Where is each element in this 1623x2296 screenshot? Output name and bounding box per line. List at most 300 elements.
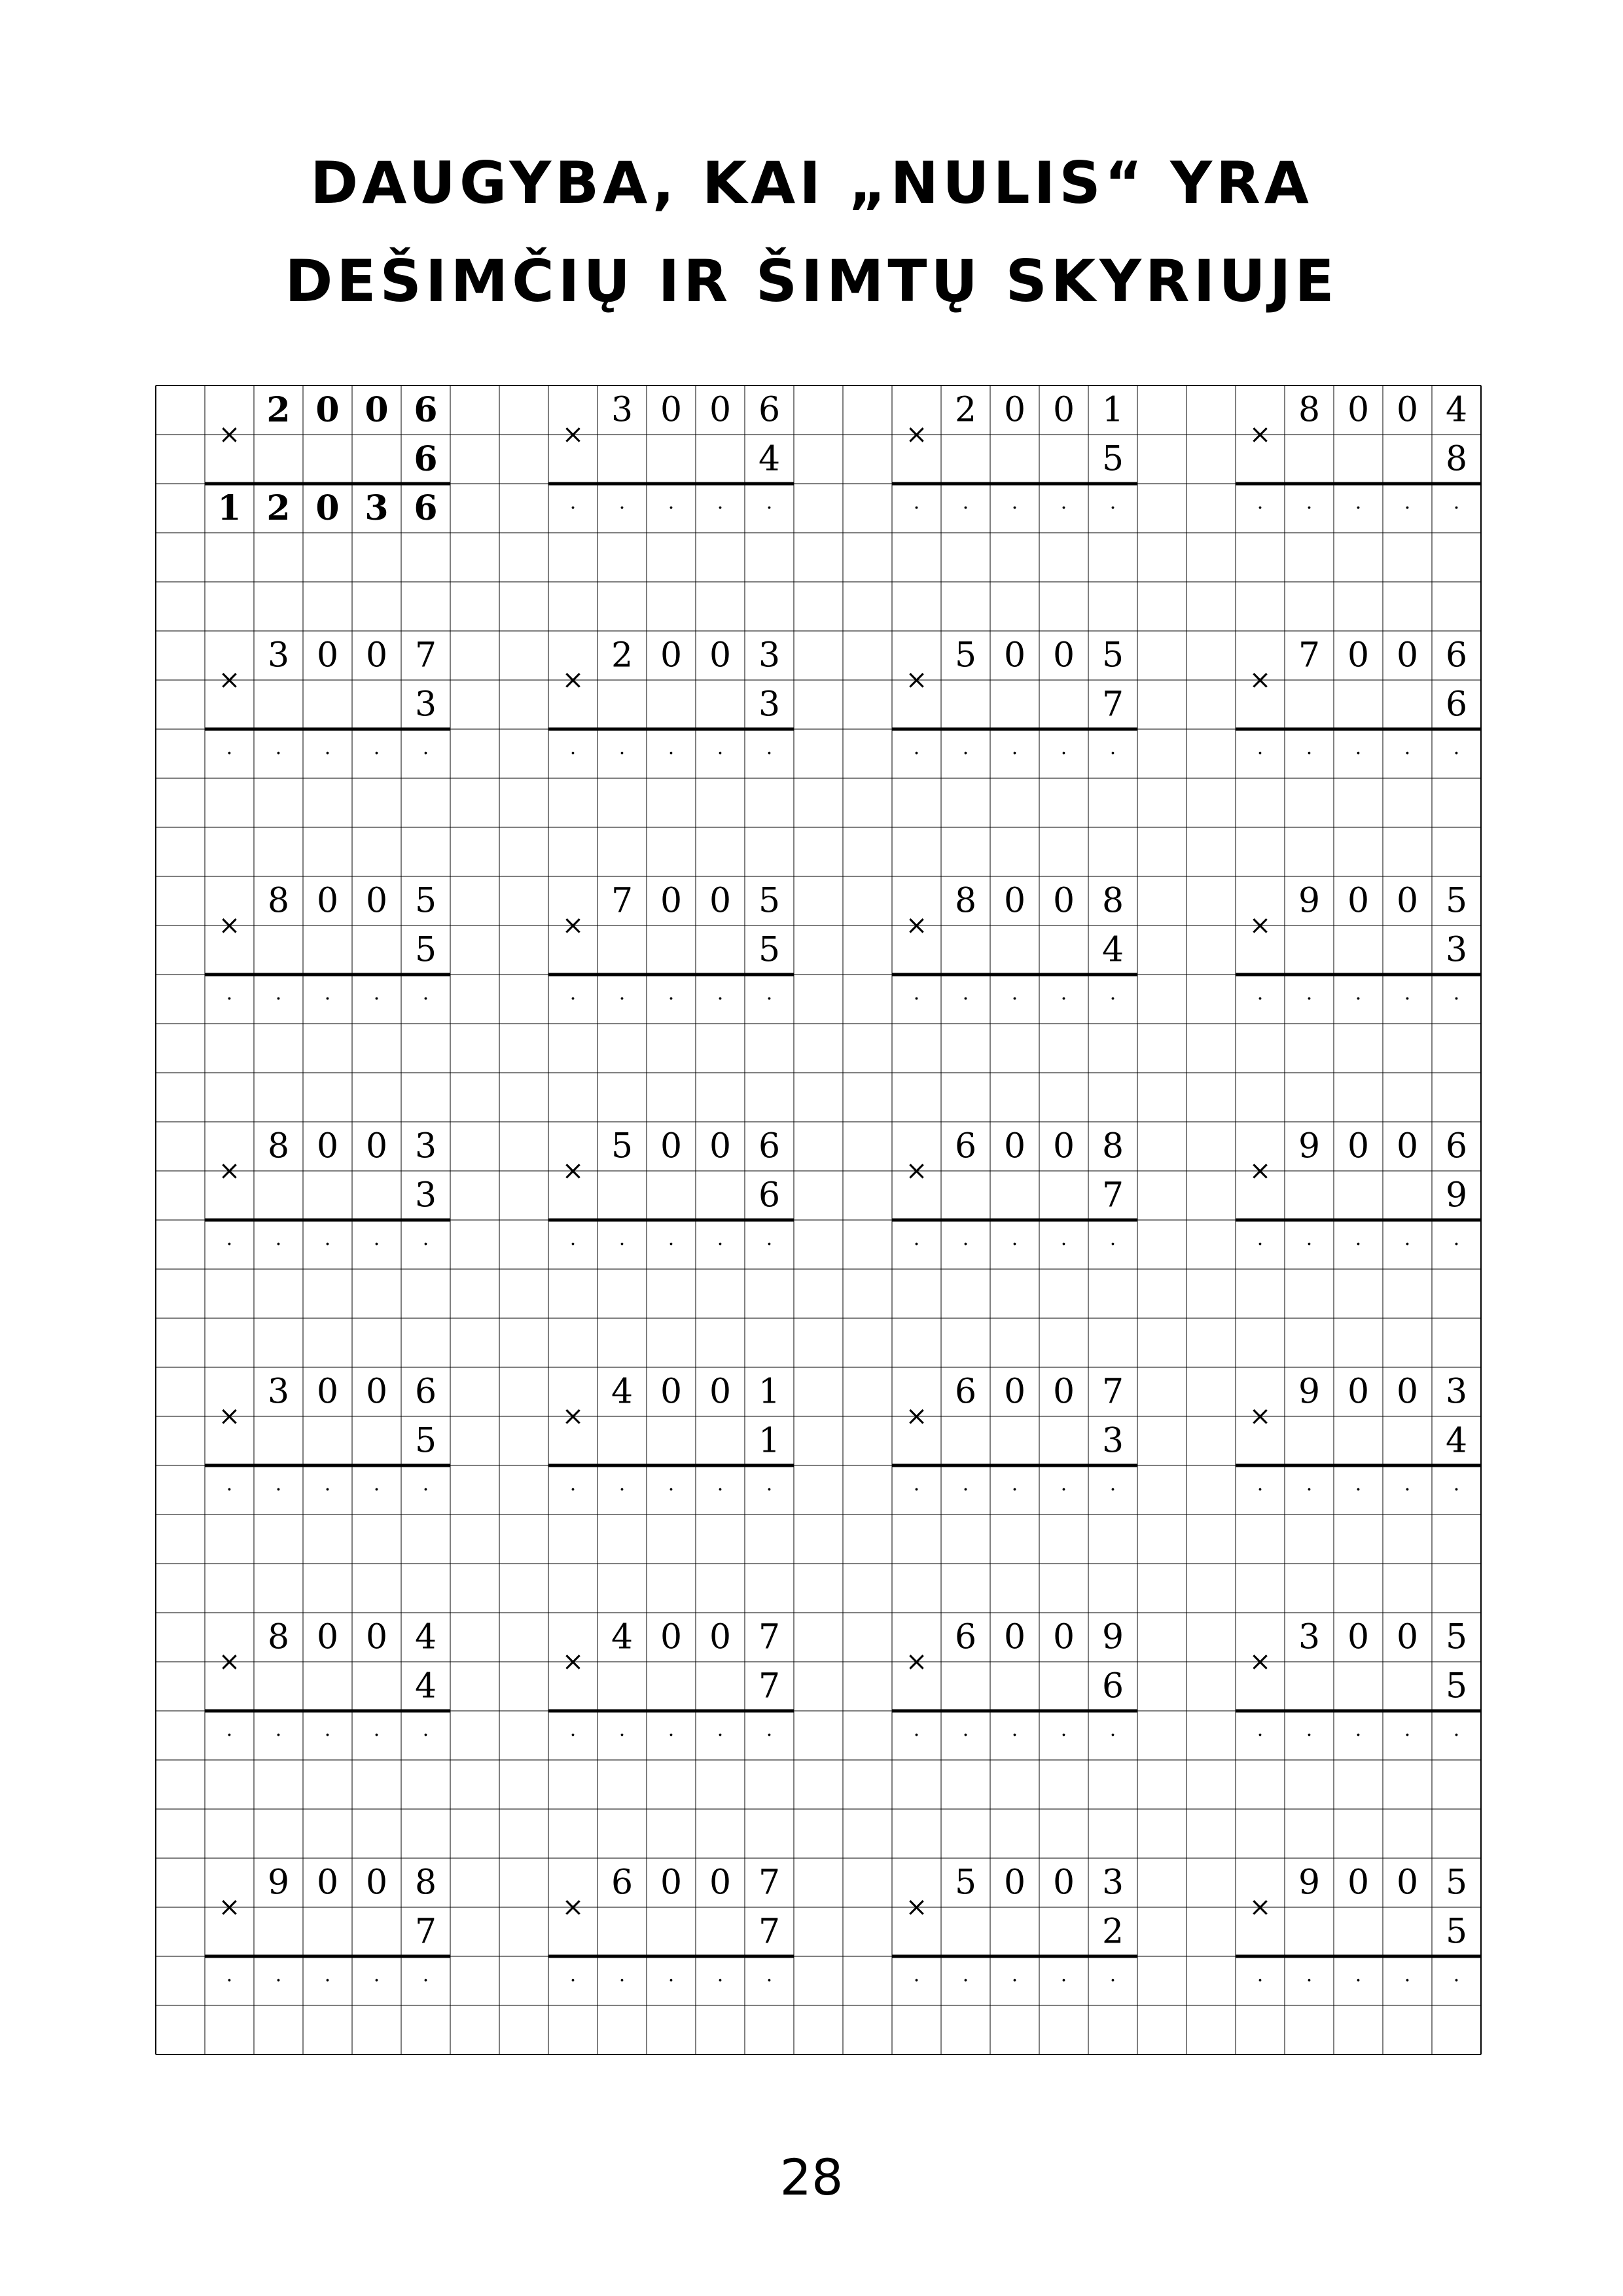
multiplier-digit: 6 (758, 1175, 781, 1215)
answer-placeholder-dot: · (1355, 1233, 1362, 1256)
multiplicand-digit: 0 (709, 1617, 732, 1657)
answer-placeholder-dot: · (324, 988, 331, 1011)
answer-placeholder-dot: · (962, 988, 969, 1011)
multiplicand-digit: 0 (365, 636, 388, 675)
multiplier-digit: 1 (758, 1421, 781, 1461)
multiplication-problem (205, 636, 450, 766)
multiplicand-digit: 4 (611, 1372, 633, 1412)
answer-digit: 3 (365, 488, 389, 528)
answer-placeholder-dot: · (1404, 1479, 1411, 1501)
answer-placeholder-dot: · (569, 988, 577, 1011)
answer-placeholder-dot: · (1257, 1724, 1264, 1747)
multiplicand-digit: 0 (1052, 881, 1075, 921)
answer-placeholder-dot: · (766, 988, 773, 1011)
answer-placeholder-dot: · (569, 1724, 577, 1747)
answer-placeholder-dot: · (1306, 988, 1313, 1011)
multiplicand-digit: 0 (1347, 390, 1370, 430)
multiplier-digit: 2 (1101, 1912, 1124, 1952)
answer-placeholder-dot: · (1011, 1724, 1018, 1747)
multiply-sign: × (1249, 1401, 1272, 1431)
multiplier-digit: 5 (758, 930, 781, 970)
multiply-sign: × (218, 665, 241, 695)
multiplicand-digit: 3 (267, 1372, 290, 1412)
multiply-sign: × (562, 1156, 584, 1186)
answer-placeholder-dot: · (226, 742, 233, 765)
answer-placeholder-dot: · (1011, 497, 1018, 520)
answer-placeholder-dot: · (422, 1479, 429, 1501)
answer-placeholder-dot: · (373, 1479, 380, 1501)
multiply-sign: × (905, 910, 928, 941)
answer-placeholder-dot: · (1011, 988, 1018, 1011)
answer-placeholder-dot: · (618, 742, 626, 765)
answer-placeholder-dot: · (913, 742, 920, 765)
answer-placeholder-dot: · (1109, 742, 1116, 765)
multiplier-digit: 4 (1101, 930, 1124, 970)
answer-placeholder-dot: · (1011, 1233, 1018, 1256)
multiply-sign: × (218, 1156, 241, 1186)
multiplicand-digit: 7 (611, 881, 633, 921)
answer-placeholder-dot: · (1011, 1969, 1018, 1992)
multiplication-problem (205, 1127, 450, 1257)
answer-placeholder-dot: · (1060, 742, 1067, 765)
answer-placeholder-dot: · (569, 497, 577, 520)
multiply-sign: × (218, 910, 241, 941)
multiplier-digit: 8 (1445, 439, 1468, 479)
answer-placeholder-dot: · (1404, 1724, 1411, 1747)
multiplication-problem (892, 1127, 1137, 1257)
answer-placeholder-dot: · (1257, 742, 1264, 765)
multiplicand-digit: 0 (709, 881, 732, 921)
multiplicand-digit: 3 (1445, 1372, 1468, 1412)
answer-placeholder-dot: · (1404, 742, 1411, 765)
answer-placeholder-dot: · (962, 1724, 969, 1747)
answer-placeholder-dot: · (569, 1479, 577, 1501)
answer-placeholder-dot: · (717, 1724, 724, 1747)
multiplicand-digit: 0 (316, 1617, 339, 1657)
multiplicand-digit: 9 (1298, 1863, 1321, 1903)
multiplier-digit: 4 (758, 439, 781, 479)
multiplication-problem (1236, 1863, 1481, 1993)
answer-placeholder-dot: · (1306, 1969, 1313, 1992)
answer-placeholder-dot: · (226, 988, 233, 1011)
answer-placeholder-dot: · (1060, 1724, 1067, 1747)
multiplicand-digit: 0 (1396, 1617, 1419, 1657)
page-title-line-2: DEŠIMČIŲ IR ŠIMTŲ SKYRIUJE (285, 247, 1338, 315)
answer-placeholder-dot: · (1453, 988, 1460, 1011)
multiplicand-digit: 6 (954, 1372, 977, 1412)
answer-placeholder-dot: · (668, 1724, 675, 1747)
multiplicand-digit: 0 (365, 1617, 388, 1657)
multiplicand-digit: 9 (1298, 1126, 1321, 1166)
multiplication-problem (548, 1618, 794, 1748)
answer-placeholder-dot: · (569, 1233, 577, 1256)
multiplier-digit: 7 (414, 1912, 437, 1952)
answer-placeholder-dot: · (569, 742, 577, 765)
answer-placeholder-dot: · (1257, 497, 1264, 520)
answer-placeholder-dot: · (913, 1233, 920, 1256)
answer-placeholder-dot: · (1306, 1724, 1313, 1747)
answer-placeholder-dot: · (913, 988, 920, 1011)
multiplicand-digit: 0 (1052, 1863, 1075, 1903)
multiplier-digit: 7 (1101, 1175, 1124, 1215)
answer-placeholder-dot: · (1306, 1233, 1313, 1256)
multiplicand-digit: 6 (758, 390, 781, 430)
multiplicand-digit: 8 (954, 881, 977, 921)
answer-placeholder-dot: · (766, 1233, 773, 1256)
multiplicand-digit: 6 (954, 1617, 977, 1657)
multiply-sign: × (1249, 665, 1272, 695)
multiplicand-digit: 5 (954, 636, 977, 675)
answer-placeholder-dot: · (1453, 1969, 1460, 1992)
multiplicand-digit: 7 (758, 1617, 781, 1657)
answer-placeholder-dot: · (324, 742, 331, 765)
answer-placeholder-dot: · (373, 1233, 380, 1256)
answer-placeholder-dot: · (668, 1479, 675, 1501)
multiply-sign: × (905, 420, 928, 450)
answer-placeholder-dot: · (422, 1233, 429, 1256)
answer-placeholder-dot: · (962, 1969, 969, 1992)
multiplicand-digit: 5 (1445, 881, 1468, 921)
answer-placeholder-dot: · (275, 1969, 282, 1992)
multiplicand-digit: 8 (1298, 390, 1321, 430)
answer-placeholder-dot: · (422, 742, 429, 765)
multiplicand-digit: 0 (1052, 1126, 1075, 1166)
answer-placeholder-dot: · (373, 988, 380, 1011)
answer-placeholder-dot: · (569, 1969, 577, 1992)
answer-placeholder-dot: · (1060, 988, 1067, 1011)
page-title-line-1: DAUGYBA, KAI „NULIS“ YRA (310, 149, 1313, 217)
answer-placeholder-dot: · (1109, 1969, 1116, 1992)
answer-placeholder-dot: · (766, 1479, 773, 1501)
answer-placeholder-dot: · (618, 1724, 626, 1747)
answer-digit: 0 (315, 488, 340, 528)
multiplication-problem (892, 1372, 1137, 1502)
multiplicand-digit: 0 (1347, 1863, 1370, 1903)
answer-placeholder-dot: · (618, 988, 626, 1011)
multiplicand-digit: 0 (709, 390, 732, 430)
multiply-sign: × (905, 1647, 928, 1677)
multiplicand-digit: 7 (1298, 636, 1321, 675)
multiplier-digit: 7 (1101, 685, 1124, 725)
answer-placeholder-dot: · (373, 742, 380, 765)
multiplicand-digit: 0 (1003, 1617, 1026, 1657)
answer-placeholder-dot: · (226, 1724, 233, 1747)
multiplicand-digit: 7 (758, 1863, 781, 1903)
multiplicand-digit: 0 (1396, 1372, 1419, 1412)
answer-placeholder-dot: · (717, 497, 724, 520)
answer-placeholder-dot: · (766, 1724, 773, 1747)
multiplicand-digit: 0 (1003, 636, 1026, 675)
multiplicand-digit: 0 (660, 1126, 683, 1166)
answer-placeholder-dot: · (766, 497, 773, 520)
answer-placeholder-dot: · (324, 1724, 331, 1747)
multiplicand-digit: 1 (1101, 390, 1124, 430)
multiplicand-digit: 0 (1052, 390, 1075, 430)
answer-placeholder-dot: · (962, 1479, 969, 1501)
answer-placeholder-dot: · (668, 497, 675, 520)
multiplicand-digit: 0 (1052, 1617, 1075, 1657)
multiplication-problem (548, 391, 794, 520)
multiplication-problem (548, 1863, 794, 1993)
multiplicand-digit: 4 (611, 1617, 633, 1657)
multiplier-digit: 7 (758, 1912, 781, 1952)
answer-placeholder-dot: · (1453, 1479, 1460, 1501)
multiplicand-digit: 3 (1101, 1863, 1124, 1903)
multiplicand-digit: 8 (1101, 881, 1124, 921)
answer-placeholder-dot: · (1109, 1479, 1116, 1501)
answer-placeholder-dot: · (668, 988, 675, 1011)
multiplication-problem (892, 882, 1137, 1011)
multiplication-problem (1236, 1618, 1481, 1748)
multiply-sign: × (1249, 1156, 1272, 1186)
multiply-sign: × (218, 1892, 241, 1922)
multiplicand-digit: 6 (758, 1126, 781, 1166)
answer-placeholder-dot: · (1453, 1724, 1460, 1747)
multiplier-digit: 3 (758, 685, 781, 725)
multiplicand-digit: 0 (660, 881, 683, 921)
multiplicand-digit: 0 (1396, 636, 1419, 675)
multiplication-problem (1236, 1127, 1481, 1257)
multiplier-digit: 9 (1445, 1175, 1468, 1215)
answer-placeholder-dot: · (1404, 1233, 1411, 1256)
multiplicand-digit: 0 (316, 636, 339, 675)
answer-placeholder-dot: · (618, 497, 626, 520)
multiplicand-digit: 0 (1003, 1372, 1026, 1412)
multiplicand-digit: 5 (1445, 1863, 1468, 1903)
answer-placeholder-dot: · (1060, 1233, 1067, 1256)
multiplicand-digit: 0 (1003, 390, 1026, 430)
multiply-sign: × (1249, 420, 1272, 450)
answer-placeholder-dot: · (668, 1233, 675, 1256)
multiplier-digit: 3 (414, 1175, 437, 1215)
multiplication-problem (205, 1372, 450, 1502)
multiplication-problem (548, 882, 794, 1011)
answer-placeholder-dot: · (275, 1233, 282, 1256)
multiplication-problem (205, 882, 450, 1011)
multiply-sign: × (218, 420, 241, 450)
answer-placeholder-dot: · (1306, 1479, 1313, 1501)
answer-placeholder-dot: · (766, 742, 773, 765)
answer-placeholder-dot: · (913, 1969, 920, 1992)
multiplicand-digit: 8 (267, 881, 290, 921)
multiplicand-digit: 0 (365, 390, 389, 430)
answer-placeholder-dot: · (1060, 1969, 1067, 1992)
multiplier-digit: 6 (1445, 685, 1468, 725)
multiplier-digit: 7 (758, 1666, 781, 1706)
multiplier-digit: 5 (414, 930, 437, 970)
multiplicand-digit: 1 (758, 1372, 781, 1412)
answer-placeholder-dot: · (226, 1969, 233, 1992)
multiplicand-digit: 0 (1052, 636, 1075, 675)
answer-placeholder-dot: · (324, 1233, 331, 1256)
answer-placeholder-dot: · (324, 1969, 331, 1992)
multiplication-problem (892, 636, 1137, 766)
multiplicand-digit: 0 (1347, 1617, 1370, 1657)
multiplicand-digit: 6 (414, 390, 438, 430)
multiplicand-digit: 0 (1052, 1372, 1075, 1412)
multiplicand-digit: 5 (1101, 636, 1124, 675)
multiplicand-digit: 0 (660, 390, 683, 430)
multiplicand-digit: 0 (709, 1126, 732, 1166)
answer-placeholder-dot: · (962, 1233, 969, 1256)
answer-digit: 2 (266, 488, 291, 528)
answer-placeholder-dot: · (1355, 497, 1362, 520)
multiplicand-digit: 0 (316, 1863, 339, 1903)
multiplication-problem (892, 1618, 1137, 1748)
multiplicand-digit: 6 (1445, 636, 1468, 675)
answer-placeholder-dot: · (1109, 497, 1116, 520)
answer-placeholder-dot: · (1355, 1724, 1362, 1747)
multiplicand-digit: 0 (365, 881, 388, 921)
multiplier-digit: 3 (1445, 930, 1468, 970)
multiplier-digit: 6 (414, 439, 438, 479)
answer-placeholder-dot: · (1453, 497, 1460, 520)
multiplication-grid (155, 385, 1482, 2055)
answer-placeholder-dot: · (668, 1969, 675, 1992)
answer-placeholder-dot: · (422, 988, 429, 1011)
multiplicand-digit: 3 (267, 636, 290, 675)
answer-placeholder-dot: · (962, 497, 969, 520)
multiplicand-digit: 0 (709, 636, 732, 675)
multiplier-digit: 5 (1445, 1666, 1468, 1706)
multiplicand-digit: 3 (414, 1126, 437, 1166)
answer-placeholder-dot: · (1257, 1479, 1264, 1501)
answer-placeholder-dot: · (717, 988, 724, 1011)
multiplicand-digit: 4 (1445, 390, 1468, 430)
multiplicand-digit: 0 (1003, 881, 1026, 921)
multiplicand-digit: 3 (1298, 1617, 1321, 1657)
answer-placeholder-dot: · (1109, 988, 1116, 1011)
answer-placeholder-dot: · (618, 1233, 626, 1256)
answer-placeholder-dot: · (1355, 988, 1362, 1011)
answer-placeholder-dot: · (1355, 1969, 1362, 1992)
multiplication-problem (1236, 636, 1481, 766)
multiplicand-digit: 8 (267, 1126, 290, 1166)
answer-placeholder-dot: · (324, 1479, 331, 1501)
multiplicand-digit: 9 (1101, 1617, 1124, 1657)
answer-placeholder-dot: · (717, 1969, 724, 1992)
answer-placeholder-dot: · (422, 1724, 429, 1747)
multiplicand-digit: 5 (414, 881, 437, 921)
multiply-sign: × (1249, 1647, 1272, 1677)
multiply-sign: × (562, 1892, 584, 1922)
answer-placeholder-dot: · (275, 1479, 282, 1501)
multiplicand-digit: 4 (414, 1617, 437, 1657)
multiplier-digit: 6 (1101, 1666, 1124, 1706)
multiplicand-digit: 0 (1396, 390, 1419, 430)
multiplicand-digit: 0 (1347, 1372, 1370, 1412)
multiplicand-digit: 9 (1298, 881, 1321, 921)
multiplicand-digit: 0 (365, 1126, 388, 1166)
multiplicand-digit: 7 (1101, 1372, 1124, 1412)
multiplicand-digit: 5 (1445, 1617, 1468, 1657)
answer-placeholder-dot: · (275, 988, 282, 1011)
answer-placeholder-dot: · (913, 1724, 920, 1747)
multiplicand-digit: 9 (1298, 1372, 1321, 1412)
multiply-sign: × (562, 420, 584, 450)
multiplication-problem (548, 636, 794, 766)
multiplicand-digit: 0 (1396, 1126, 1419, 1166)
multiplicand-digit: 0 (316, 881, 339, 921)
answer-placeholder-dot: · (668, 742, 675, 765)
multiply-sign: × (905, 1892, 928, 1922)
multiplication-problem (548, 1372, 794, 1502)
multiplicand-digit: 0 (316, 1372, 339, 1412)
multiplicand-digit: 2 (954, 390, 977, 430)
answer-placeholder-dot: · (1060, 1479, 1067, 1501)
multiplication-problem (205, 390, 450, 528)
answer-placeholder-dot: · (373, 1724, 380, 1747)
multiplier-digit: 5 (414, 1421, 437, 1461)
multiplication-problem (205, 1618, 450, 1748)
page-number: 28 (779, 2148, 844, 2206)
multiplication-problem (892, 391, 1137, 520)
multiply-sign: × (1249, 910, 1272, 941)
multiplicand-digit: 0 (660, 636, 683, 675)
multiplication-problem (205, 1863, 450, 1993)
answer-placeholder-dot: · (275, 742, 282, 765)
answer-placeholder-dot: · (913, 497, 920, 520)
multiply-sign: × (218, 1647, 241, 1677)
multiplicand-digit: 8 (267, 1617, 290, 1657)
multiply-sign: × (905, 1156, 928, 1186)
multiplicand-digit: 9 (267, 1863, 290, 1903)
answer-placeholder-dot: · (1011, 1479, 1018, 1501)
multiplication-problem (892, 1863, 1137, 1993)
multiplicand-digit: 0 (709, 1372, 732, 1412)
multiplicand-digit: 6 (611, 1863, 633, 1903)
multiplicand-digit: 0 (660, 1617, 683, 1657)
multiplication-problem (1236, 882, 1481, 1011)
multiplicand-digit: 5 (758, 881, 781, 921)
multiplicand-digit: 0 (1003, 1126, 1026, 1166)
multiplicand-digit: 8 (414, 1863, 437, 1903)
multiplier-digit: 5 (1101, 439, 1124, 479)
answer-placeholder-dot: · (717, 1233, 724, 1256)
multiplicand-digit: 0 (316, 1126, 339, 1166)
answer-placeholder-dot: · (913, 1479, 920, 1501)
multiplicand-digit: 3 (611, 390, 633, 430)
answer-digit: 6 (414, 488, 438, 528)
multiply-sign: × (562, 910, 584, 941)
multiplicand-digit: 0 (1347, 636, 1370, 675)
answer-placeholder-dot: · (226, 1479, 233, 1501)
multiplication-problem (1236, 391, 1481, 520)
multiply-sign: × (218, 1401, 241, 1431)
multiplicand-digit: 2 (611, 636, 633, 675)
answer-placeholder-dot: · (1453, 1233, 1460, 1256)
multiplicand-digit: 0 (1396, 1863, 1419, 1903)
answer-placeholder-dot: · (422, 1969, 429, 1992)
answer-digit: 1 (217, 488, 241, 528)
multiplicand-digit: 6 (954, 1126, 977, 1166)
multiplicand-digit: 8 (1101, 1126, 1124, 1166)
multiplier-digit: 3 (414, 685, 437, 725)
answer-placeholder-dot: · (1404, 988, 1411, 1011)
multiplication-problem (548, 1127, 794, 1257)
multiplicand-digit: 5 (954, 1863, 977, 1903)
answer-placeholder-dot: · (1109, 1233, 1116, 1256)
multiplication-problem (1236, 1372, 1481, 1502)
multiplicand-digit: 0 (1347, 1126, 1370, 1166)
answer-placeholder-dot: · (1011, 742, 1018, 765)
answer-placeholder-dot: · (1404, 1969, 1411, 1992)
multiplicand-digit: 0 (1347, 881, 1370, 921)
multiplicand-digit: 0 (365, 1372, 388, 1412)
answer-placeholder-dot: · (1109, 1724, 1116, 1747)
multiplicand-digit: 0 (365, 1863, 388, 1903)
multiply-sign: × (905, 1401, 928, 1431)
